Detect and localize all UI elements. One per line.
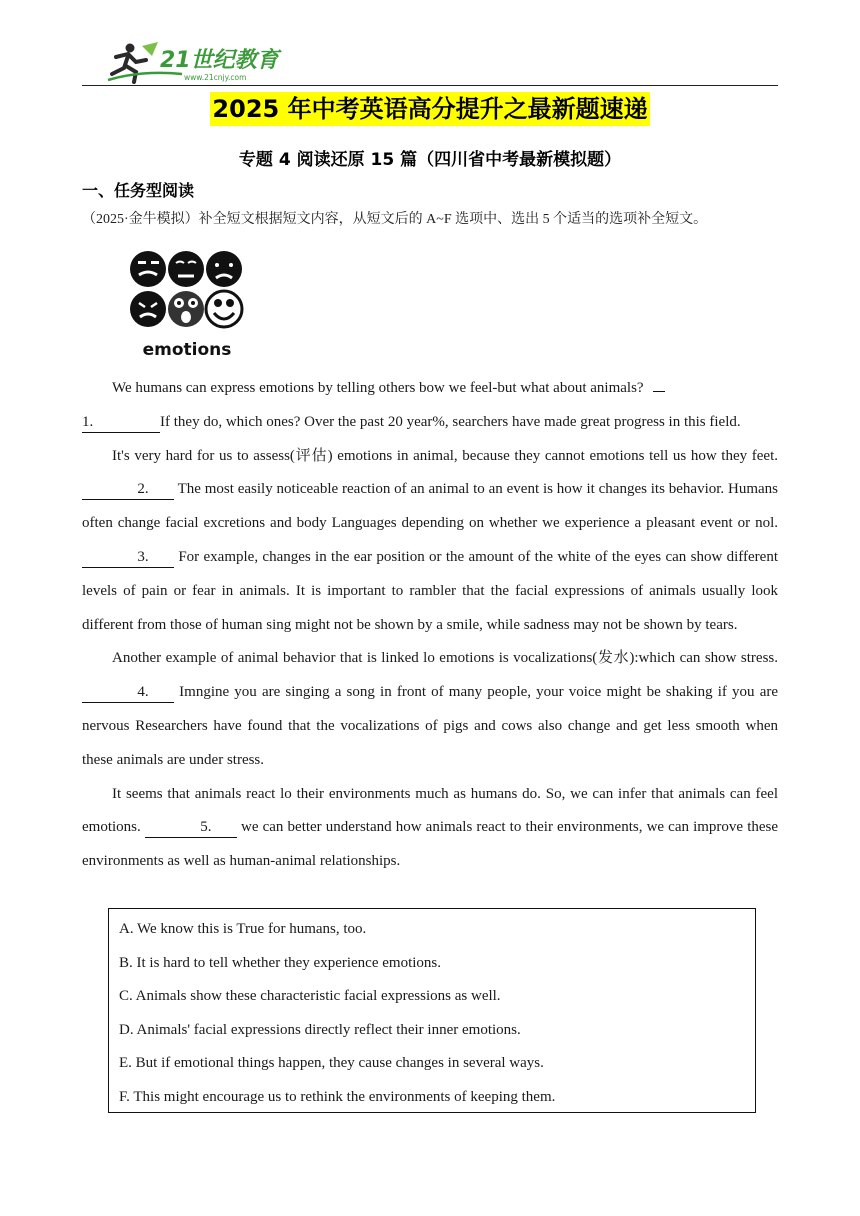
blank-1-line[interactable]: 1. <box>82 412 160 433</box>
logo-21cnjy <box>102 40 302 84</box>
option-e: E. But if emotional things happen, they cause changes in several ways. <box>119 1055 544 1072</box>
passage-paragraph-2: It's very hard for us to assess(评估) emotions in animal, because they cannot emotions tell us how they feet. 2. The most easily noticeable reaction of an animal to an event is how it changes its behavior. Humans often change facial excretions and body Languages depending on whether we experience a pleasant event or nol. 3. For example, changes in the ear position or the amount of the white of the eyes can show different levels of pain or fear in animals. It is important to rambler that the facial expressions of animals usually look different from those of human sing might not be shown by a smile, while sadness may not be shown by tears. <box>82 447 779 633</box>
page-title: 2025 年中考英语高分提升之最新题速递 <box>210 92 649 126</box>
option-d: D. Animals' facial expressions directly reflect their inner emotions. <box>119 1021 521 1038</box>
passage-paragraph-4: It seems that animals react lo their environments much as humans do. So, we can infer that animals can feel emotions. 5. we can better understand how animals react to their environments, we can improve these environments as well as human-animal relationships. <box>82 785 779 870</box>
header-divider <box>82 85 778 86</box>
logo-url-text: www.21cnjy.com <box>184 73 247 82</box>
logo-text: 21世纪教育 <box>160 48 279 73</box>
blank-2[interactable]: 2. <box>82 479 174 500</box>
reading-passage <box>82 372 778 879</box>
emoji-grid <box>130 251 242 327</box>
title-wrap <box>0 92 860 126</box>
option-f: F. This might encourage us to rethink the environments of keeping them. <box>119 1088 556 1105</box>
blank-4[interactable]: 4. <box>82 682 174 703</box>
passage-paragraph-1-cont: 1. If they do, which ones? Over the past 20 year%, searchers have made great progress in this field. <box>82 406 778 440</box>
option-b: B. It is hard to tell whether they experience emotions. <box>119 954 441 971</box>
blank-5[interactable]: 5. <box>145 817 237 838</box>
blank-3[interactable]: 3. <box>82 547 174 568</box>
passage-paragraph-3: Another example of animal behavior that is linked lo emotions is vocalizations(发水):which can show stress. 4. Imngine you are singing a song in front of many people, your voice might be shaking if you are nervous Researchers have found that the vocalizations of pigs and cows also change and get less smooth when these animals are under stress. <box>82 650 778 768</box>
page-header <box>82 38 778 88</box>
option-a: A. We know this is True for humans, too. <box>119 921 367 937</box>
passage-paragraph-1: We humans can express emotions by telling others bow we feel-but what about animals? <box>82 372 778 406</box>
instruction-text: （2025·金牛模拟）补全短文根据短文内容，从短文后的 A~F 选项中、选出 5 个适当的选项补全短文。 <box>82 212 708 227</box>
blank-1[interactable] <box>653 391 665 392</box>
image-caption: emotions <box>142 340 232 360</box>
emotions-image <box>124 245 250 361</box>
page-subtitle: 专题 4 阅读还原 15 篇（四川省中考最新模拟题） <box>238 150 622 170</box>
option-c: C. Animals show these characteristic facial expressions as well. <box>119 988 501 1005</box>
options-box <box>108 908 756 1113</box>
section-heading: 一、任务型阅读 <box>82 181 195 200</box>
